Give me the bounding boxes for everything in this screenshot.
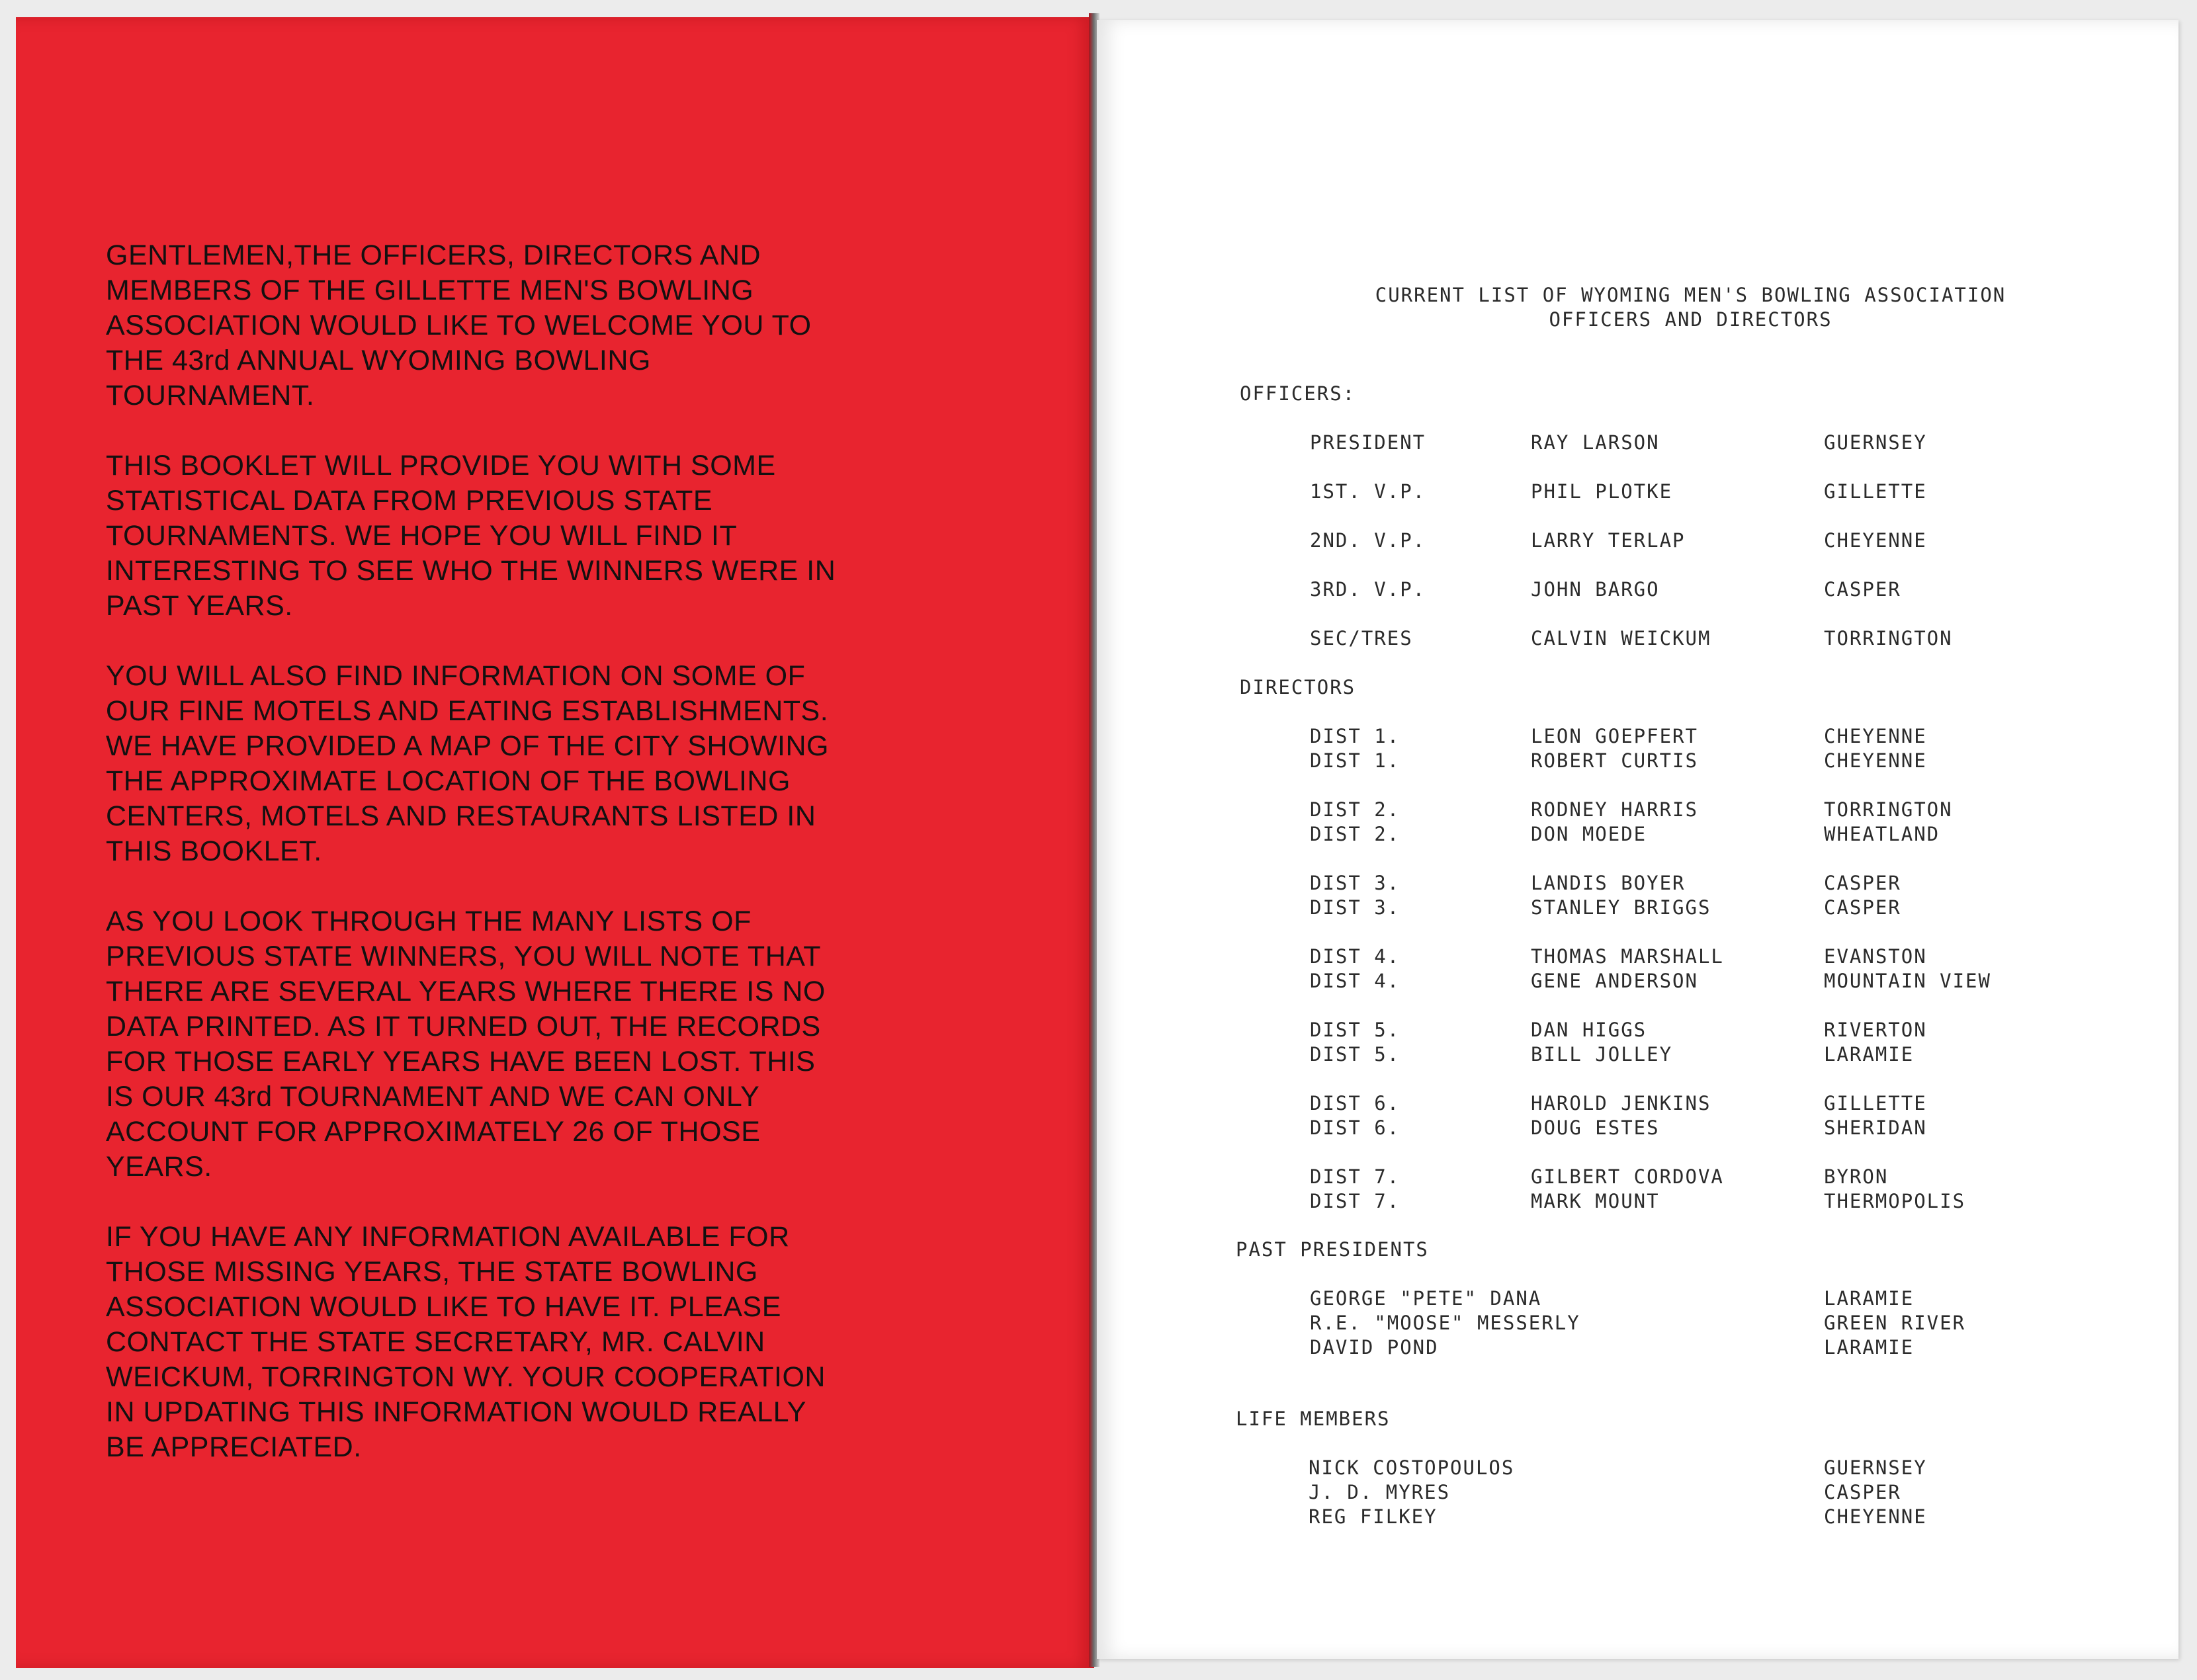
director-city: TORRINGTON [1824, 798, 1953, 821]
director-row [1097, 1116, 2178, 1141]
director-city: CASPER [1824, 896, 1901, 919]
director-city: EVANSTON [1824, 945, 1927, 968]
officer-name: RAY LARSON [1531, 431, 1660, 454]
life-member-city: GUERNSEY [1824, 1456, 1927, 1479]
director-row [1097, 872, 2178, 896]
life-member-row [1097, 1456, 2178, 1481]
director-city: LARAMIE [1824, 1043, 1915, 1066]
past-president-row [1097, 1336, 2178, 1361]
welcome-paragraph: IF YOU HAVE ANY INFORMATION AVAILABLE FOR THOSE MISSING YEARS, THE STATE BOWLING ASSOCIATION WOULD LIKE TO HAVE IT. PLEASE CONTACT THE STATE SECRETARY, MR. CALVIN WEICKUM, TORRINGTON WY. YOUR COOPERATION IN UPDATING THIS INFORMATION WOULD REALLY BE APPRECIATED. [106, 1221, 826, 1463]
director-row [1097, 896, 2178, 921]
life-member-city: CASPER [1824, 1481, 1901, 1503]
director-district: DIST 2. [1310, 823, 1400, 845]
director-name: STANLEY BRIGGS [1531, 896, 1711, 919]
director-district: DIST 7. [1310, 1190, 1400, 1212]
officer-name: JOHN BARGO [1531, 578, 1660, 601]
director-name: GENE ANDERSON [1531, 970, 1698, 992]
director-row [1097, 823, 2178, 847]
welcome-paragraph: YOU WILL ALSO FIND INFORMATION ON SOME OF OUR FINE MOTELS AND EATING ESTABLISHMENTS. WE HAVE PROVIDED A MAP OF THE CITY SHOWING THE APPROXIMATE LOCATION OF THE BOWLING CENTERS, MOTELS AND RESTAURANTS LISTED IN THIS BOOKLET. [106, 660, 829, 867]
director-row [1097, 970, 2178, 994]
director-district: DIST 3. [1310, 872, 1400, 894]
director-district: DIST 7. [1310, 1165, 1400, 1188]
left-page-red [16, 17, 1094, 1668]
past-president-city: GREEN RIVER [1824, 1312, 1966, 1334]
officer-row [1097, 480, 2178, 505]
director-city: CASPER [1824, 872, 1901, 894]
director-name: THOMAS MARSHALL [1531, 945, 1724, 968]
director-city: CHEYENNE [1824, 725, 1927, 747]
roster-heading-line2: OFFICERS AND DIRECTORS [1549, 308, 1832, 331]
director-district: DIST 6. [1310, 1092, 1400, 1114]
director-name: DAN HIGGS [1531, 1019, 1647, 1041]
officer-city: GILLETTE [1824, 480, 1927, 503]
director-row [1097, 1165, 2178, 1190]
director-name: DOUG ESTES [1531, 1116, 1660, 1139]
director-name: LANDIS BOYER [1531, 872, 1686, 894]
past-president-city: LARAMIE [1824, 1336, 1915, 1359]
officers-directors-roster [1097, 20, 2178, 1659]
officer-row [1097, 627, 2178, 651]
director-name: ROBERT CURTIS [1531, 749, 1698, 772]
director-district: DIST 3. [1310, 896, 1400, 919]
director-district: DIST 5. [1310, 1043, 1400, 1066]
director-district: DIST 1. [1310, 749, 1400, 772]
director-row [1097, 1019, 2178, 1043]
director-district: DIST 6. [1310, 1116, 1400, 1139]
roster-heading [1097, 283, 2178, 332]
welcome-letter [106, 238, 972, 1500]
past-president-row [1097, 1287, 2178, 1312]
director-name: HAROLD JENKINS [1531, 1092, 1711, 1114]
director-name: MARK MOUNT [1531, 1190, 1660, 1212]
past-president-city: LARAMIE [1824, 1287, 1915, 1310]
director-district: DIST 5. [1310, 1019, 1400, 1041]
officer-city: CASPER [1824, 578, 1901, 601]
director-city: WHEATLAND [1824, 823, 1940, 845]
director-city: BYRON [1824, 1165, 1889, 1188]
officer-city: GUERNSEY [1824, 431, 1927, 454]
roster-heading-line1: CURRENT LIST OF WYOMING MEN'S BOWLING ASSOCIATION [1375, 284, 2006, 306]
director-row [1097, 798, 2178, 823]
director-name: DON MOEDE [1531, 823, 1647, 845]
director-row [1097, 1043, 2178, 1068]
officer-title: PRESIDENT [1310, 431, 1426, 454]
past-president-row [1097, 1312, 2178, 1336]
director-row [1097, 1190, 2178, 1214]
director-district: DIST 1. [1310, 725, 1400, 747]
director-row [1097, 1092, 2178, 1116]
officer-city: CHEYENNE [1824, 529, 1927, 552]
director-district: DIST 2. [1310, 798, 1400, 821]
life-member-row [1097, 1505, 2178, 1530]
director-city: THERMOPOLIS [1824, 1190, 1966, 1212]
director-name: LEON GOEPFERT [1531, 725, 1698, 747]
director-district: DIST 4. [1310, 945, 1400, 968]
officer-title: SEC/TRES [1310, 627, 1413, 650]
life-member-row [1097, 1481, 2178, 1505]
officer-row [1097, 578, 2178, 603]
welcome-paragraph: AS YOU LOOK THROUGH THE MANY LISTS OF PREVIOUS STATE WINNERS, YOU WILL NOTE THAT THERE ARE SEVERAL YEARS WHERE THERE IS NO DATA PRINTED. AS IT TURNED OUT, THE RECORDS FOR THOSE EARLY YEARS HAVE BEEN LOST. THIS IS OUR 43rd TOURNAMENT AND WE CAN ONLY ACCOUNT FOR APPROXIMATELY 26 OF THOSE YEARS. [106, 905, 826, 1183]
director-name: BILL JOLLEY [1531, 1043, 1673, 1066]
officer-name: CALVIN WEICKUM [1531, 627, 1711, 650]
director-city: CHEYENNE [1824, 749, 1927, 772]
director-city: GILLETTE [1824, 1092, 1927, 1114]
past-president-name: R.E. "MOOSE" MESSERLY [1310, 1312, 1580, 1334]
right-page-white [1097, 20, 2178, 1659]
director-name: RODNEY HARRIS [1531, 798, 1698, 821]
director-city: MOUNTAIN VIEW [1824, 970, 1991, 992]
officer-title: 1ST. V.P. [1310, 480, 1426, 503]
past-presidents-label: PAST PRESIDENTS [1236, 1238, 1429, 1261]
life-members-label: LIFE MEMBERS [1236, 1407, 1391, 1430]
officer-row [1097, 431, 2178, 456]
officer-row [1097, 529, 2178, 554]
officer-name: PHIL PLOTKE [1531, 480, 1673, 503]
past-president-name: DAVID POND [1310, 1336, 1439, 1359]
life-member-city: CHEYENNE [1824, 1505, 1927, 1528]
director-city: RIVERTON [1824, 1019, 1927, 1041]
life-member-name: J. D. MYRES [1309, 1481, 1451, 1503]
officer-title: 2ND. V.P. [1310, 529, 1426, 552]
directors-label: DIRECTORS [1240, 676, 1356, 698]
director-name: GILBERT CORDOVA [1531, 1165, 1724, 1188]
director-row [1097, 945, 2178, 970]
welcome-paragraph: THIS BOOKLET WILL PROVIDE YOU WITH SOME STATISTICAL DATA FROM PREVIOUS STATE TOURNAMENTS. WE HOPE YOU WILL FIND IT INTERESTING TO SEE WHO THE WINNERS WERE IN PAST YEARS. [106, 450, 836, 622]
director-row [1097, 749, 2178, 774]
director-district: DIST 4. [1310, 970, 1400, 992]
life-member-name: REG FILKEY [1309, 1505, 1438, 1528]
director-city: SHERIDAN [1824, 1116, 1927, 1139]
life-member-name: NICK COSTOPOULOS [1309, 1456, 1515, 1479]
past-president-name: GEORGE "PETE" DANA [1310, 1287, 1542, 1310]
officers-label: OFFICERS: [1240, 382, 1356, 405]
officer-title: 3RD. V.P. [1310, 578, 1426, 601]
welcome-paragraph: GENTLEMEN,THE OFFICERS, DIRECTORS AND MEMBERS OF THE GILLETTE MEN'S BOWLING ASSOCIATION WOULD LIKE TO WELCOME YOU TO THE 43rd ANNUAL WYOMING BOWLING TOURNAMENT. [106, 239, 812, 411]
officer-city: TORRINGTON [1824, 627, 1953, 650]
director-row [1097, 725, 2178, 749]
officer-name: LARRY TERLAP [1531, 529, 1686, 552]
